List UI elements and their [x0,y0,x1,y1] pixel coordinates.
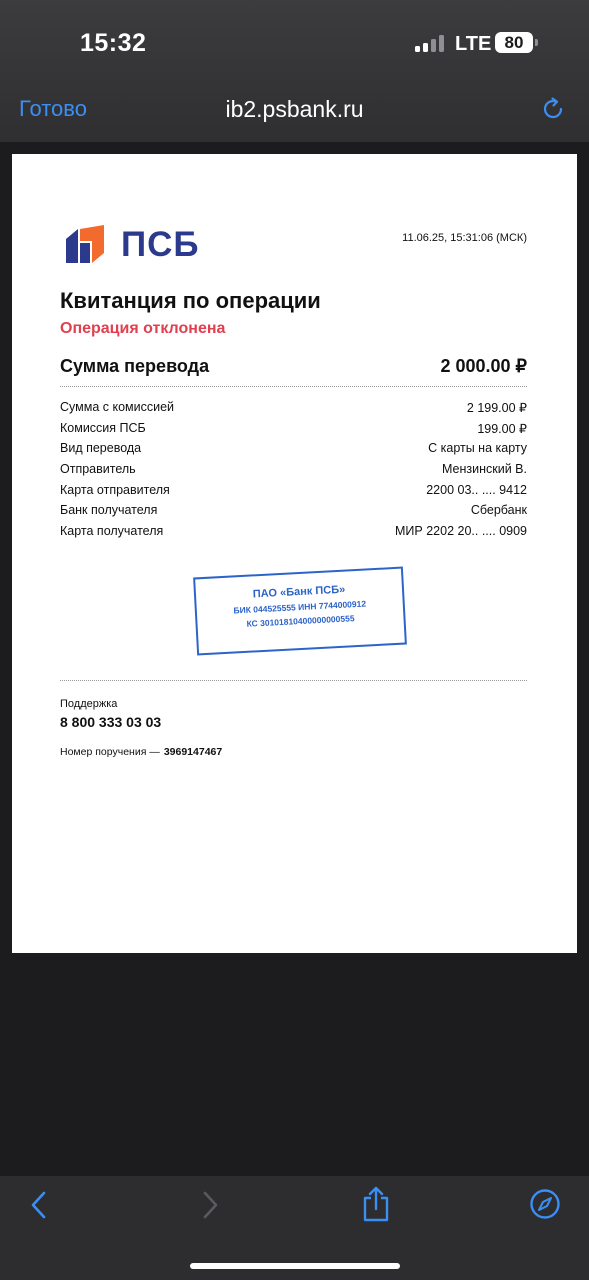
detail-value: 2 199.00 ₽ [466,401,527,415]
detail-label: Карта отправителя [60,482,170,497]
detail-row [60,524,527,545]
battery-tip [535,39,538,46]
support-phone[interactable]: 8 800 333 03 03 [60,714,162,730]
psb-logo-icon [64,223,108,267]
amount-value: 2 000.00 ₽ [440,356,527,376]
order-number-line [60,746,222,758]
bank-stamp [193,567,407,656]
detail-row [60,400,527,421]
psb-logo [64,223,204,267]
status-time: 15:32 [80,29,147,57]
receipt-document [12,154,577,953]
home-indicator [190,1263,400,1269]
detail-label: Отправитель [60,462,136,477]
back-icon[interactable] [28,1190,50,1220]
forward-icon[interactable] [199,1190,221,1220]
detail-row [60,462,527,483]
detail-value: 2200 03.. .... 9412 [426,482,527,497]
detail-value: 199.00 ₽ [477,421,527,436]
url-label: ib2.psbank.ru [225,96,364,122]
stamp-ks: КС 30101810400000000555 [246,613,355,629]
operation-status: Операция отклонена [60,320,226,337]
detail-row [60,503,527,524]
detail-row [60,421,527,442]
divider [60,386,527,387]
detail-label: Вид перевода [60,441,142,456]
stamp-bik-inn: БИК 044525555 ИНН 7744000912 [233,598,367,616]
detail-value: Мензинский В. [442,462,527,477]
compass-icon[interactable] [529,1188,561,1220]
receipt-title: Квитанция по операции [60,288,321,313]
detail-label: Сумма с комиссией [60,400,175,414]
detail-label: Банк получателя [60,503,158,518]
browser-header [0,0,589,142]
done-button[interactable]: Готово [19,96,87,121]
detail-label: Комиссия ПСБ [60,420,146,435]
order-label: Номер поручения — [60,746,160,758]
details-list [60,400,527,545]
detail-value: МИР 2202 20.. .... 0909 [395,524,527,539]
battery-level: 80 [504,33,524,52]
reload-icon[interactable] [540,96,566,122]
detail-row [60,483,527,504]
logo-text: ПСБ [121,225,200,264]
signal-icon [415,35,445,52]
detail-value: С карты на карту [428,441,527,456]
amount-label: Сумма перевода [60,356,210,376]
share-icon[interactable] [361,1185,391,1223]
network-label: LTE [455,33,492,55]
detail-label: Карта получателя [60,524,164,539]
battery-icon [495,32,533,53]
receipt-datetime: 11.06.25, 15:31:06 (МСК) [402,232,527,244]
divider [60,680,527,681]
detail-value: Сбербанк [470,503,527,518]
support-label: Поддержка [60,698,118,710]
order-number: 3969147467 [163,746,223,758]
stamp-bank-name: ПАО «Банк ПСБ» [252,583,346,601]
detail-row [60,441,527,462]
